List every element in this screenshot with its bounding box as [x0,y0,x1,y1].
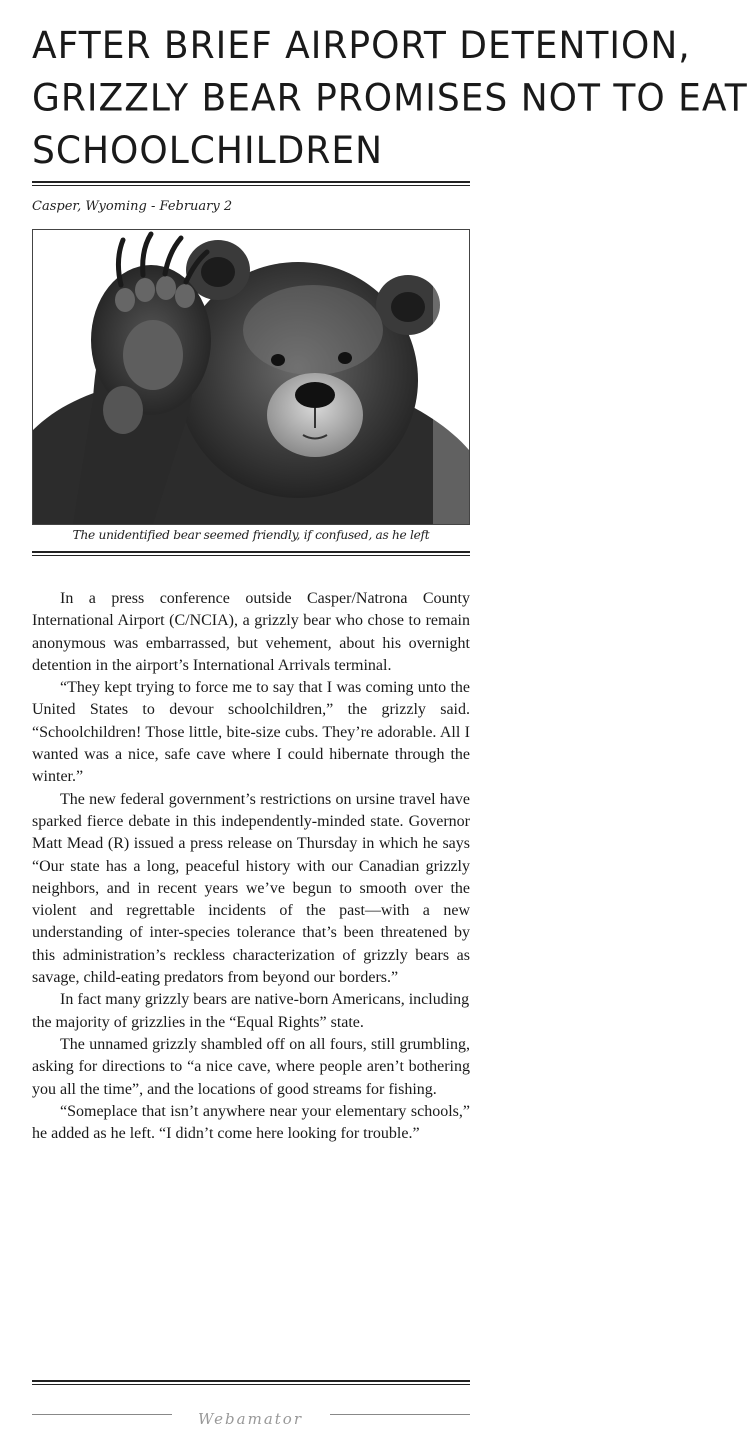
headline-line-1: AFTER BRIEF AIRPORT DETENTION, [32,24,691,68]
caption-double-rule [32,551,470,556]
article-body [32,588,470,1145]
article-paragraph: “Someplace that isn’t anywhere near your elementary schools,” he added as he left. “I didn’t come here looking for trouble.” [32,1102,470,1143]
grizzly-bear-image [33,230,469,524]
headline [32,20,748,178]
headline-double-rule [32,181,470,186]
article-paragraph: The unnamed grizzly shambled off on all fours, still grumbling, asking for directions to “a nice cave, where people aren’t bothering you all the time”, and the locations of good streams for fishing. [32,1035,470,1098]
article-paragraph: In fact many grizzly bears are native-born Americans, including the majority of grizzlies in the “Equal Rights” state. [32,991,470,1031]
article-paragraph: “They kept trying to force me to say that I was coming unto the United States to devour schoolchildren,” the grizzly said. “Schoolchildren! Those little, bite-size cubs. They’re adorable. All I wanted was a nice, safe cave where I could hibernate through the winter.” [32,679,470,786]
headline-line-3: SCHOOLCHILDREN [32,129,384,173]
footer-double-rule [32,1380,470,1385]
bear-photo [32,229,470,525]
photo-caption: The unidentified bear seemed friendly, if confused, as he left [72,528,430,542]
headline-line-2: GRIZZLY BEAR PROMISES NOT TO EAT [32,76,748,120]
article-paragraph: In a press conference outside Casper/Natrona County International Airport (C/NCIA), a grizzly bear who chose to remain anonymous was embarrassed, but vehement, about his overnight detention in the airport’s International Arrivals terminal. [32,590,470,674]
article-paragraph: The new federal government’s restrictions on ursine travel have sparked fierce debate in this independently-minded state. Governor Matt Mead (R) issued a press release on Thursday in which he says “Our state has a long, peaceful history with our Canadian grizzly neighbors, and in recent years we’ve begun to smooth over the violent and regrettable incidents of the past—with a new understanding of inter-species tolerance that’s been threatened by this administration’s reckless characterization of grizzly bears as savage, child-eating predators from beyond our borders.” [32,790,470,987]
dateline: Casper, Wyoming - February 2 [32,199,233,214]
footer-brand: Webamator [197,1410,303,1428]
